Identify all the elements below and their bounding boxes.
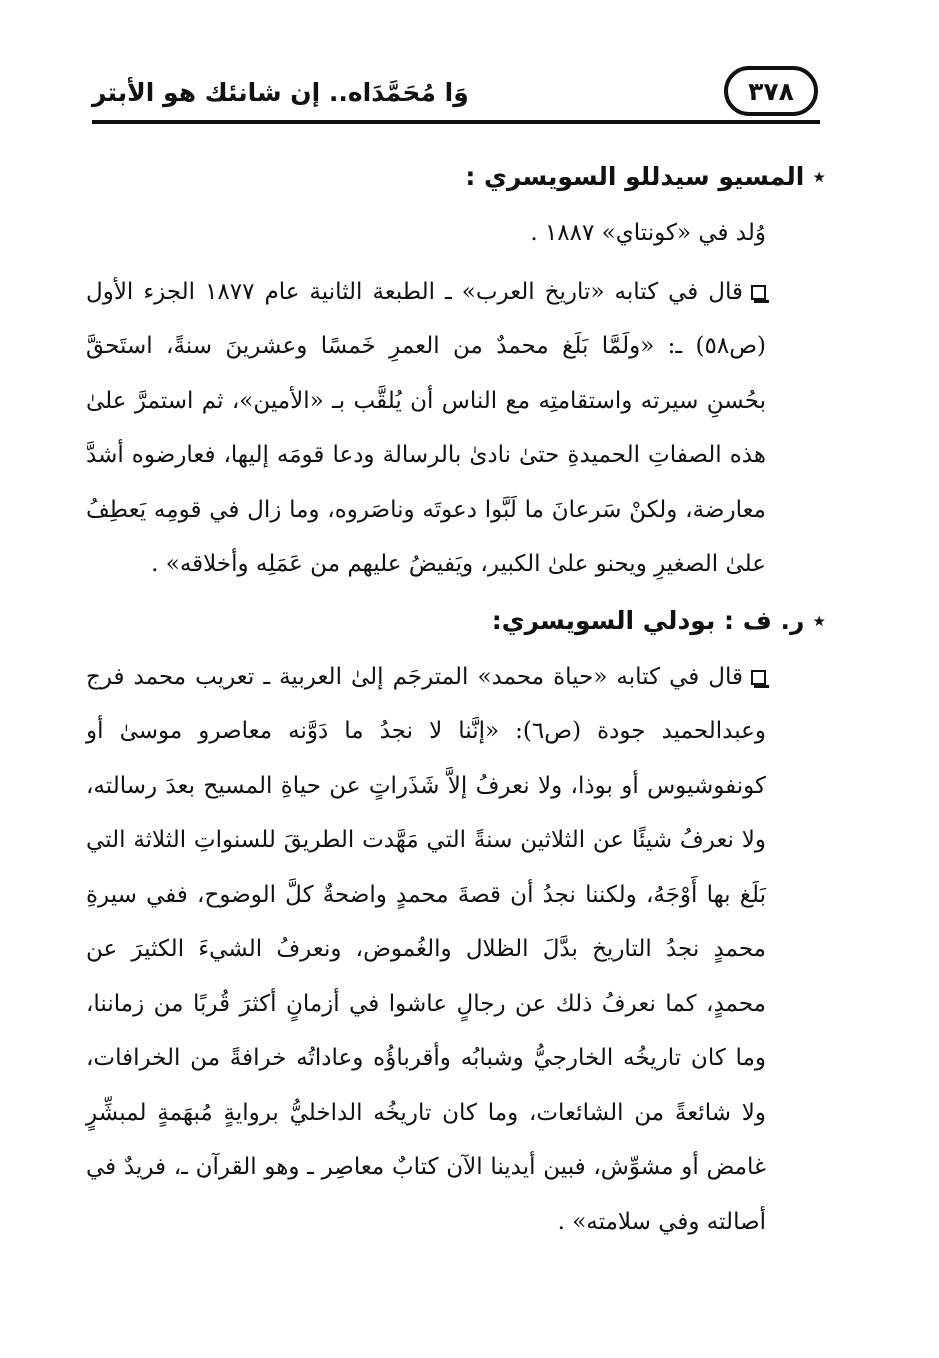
birth-line: وُلد في «كونتاي» ١٨٨٧ .: [530, 220, 766, 246]
section-heading-text: المسيو سيدللو السويسري :: [465, 162, 805, 191]
page-number-badge: [724, 66, 818, 116]
page-body: [86, 148, 826, 1249]
quote-paragraph: [86, 650, 826, 1250]
square-bullet-icon: [751, 285, 766, 300]
section-heading-text: ر. ف : بودلي السويسري:: [491, 605, 805, 635]
section-heading: [86, 592, 826, 650]
section-heading: [86, 148, 826, 206]
running-header: [92, 66, 822, 126]
quote-text: قال في كتابه «حياة محمد» المترجَم إلىٰ العربية ـ تعريب محمد فرج وعبدالحميد جودة (ص٦): «إنَّنا لا نجدُ ما دَوَّنه معاصرو موسىٰ أو كونفوشيوس أو بوذا، ولا نعرفُ إلاَّ شَذَراتٍ عن حياةِ المسيح بعدَ رسالته، ولا نعرفُ شيئًا عن الثلاثين سنةً التي مَهَّدت الطريقَ للسنواتِ الثلاثة التي بَلَغ بها أَوْجَهُ، ولكننا نجدُ أن قصةَ محمدٍ واضحةٌ كلَّ الوضوح، ففي سيرةِ محمدٍ نجدُ التاريخ بدَّلَ الظلال والغُموض، ونعرفُ الشيءَ الكثيرَ عن محمدٍ، كما نعرفُ ذلك عن رجالٍ عاشوا في أزمانٍ أكثرَ قُربًا من زماننا، وما كان تاريخُه الخارجيُّ وشبابُه وأقرباؤُه وعاداتُه خرافةً من الخرافات، ولا شائعةً من الشائعات، وما كان تاريخُه الداخليُّ بروايةٍ مُبهَمةٍ لمبشِّرٍ غامض أو مشوِّش، فبين أيدينا الآن كتابٌ معاصِر ـ وهو القرآن ـ، فريدٌ في أصالته وفي سلامته» .: [86, 663, 766, 1235]
header-rule: [92, 120, 820, 124]
quote-text: قال في كتابه «تاريخ العرب» ـ الطبعة الثانية عام ١٨٧٧ الجزء الأول (ص٥٨) ـ: «ولَمَّا بَلَغ محمدٌ من العمرِ خَمسًا وعشرينَ سنةً، استَحقَّ بحُسنِ سيرته واستقامتِه مع الناس أن يُلقَّب بـ «الأمين»، ثم استمرَّ علىٰ هذه الصفاتِ الحميدةِ حتىٰ نادىٰ بالرسالة ودعا قومَه إليها، فعارضوه أشدَّ معارضة، ولكنْ سَرعانَ ما لَبَّوا دعوتَه وناصَروه، وما زال في قومِه يَعطِفُ علىٰ الصغيرِ ويحنو علىٰ الكبير، ويَفيضُ عليهم من عَمَلِه وأخلاقه» .: [86, 278, 767, 577]
asterisk-icon: ٭: [812, 605, 826, 635]
square-bullet-icon: [751, 670, 766, 685]
quote-paragraph: [86, 265, 826, 592]
page-number: ٣٧٨: [748, 76, 794, 106]
header-title: وَا مُحَمَّدَاه.. إن شانئك هو الأبتر: [92, 78, 469, 107]
asterisk-icon: ٭: [812, 162, 826, 191]
